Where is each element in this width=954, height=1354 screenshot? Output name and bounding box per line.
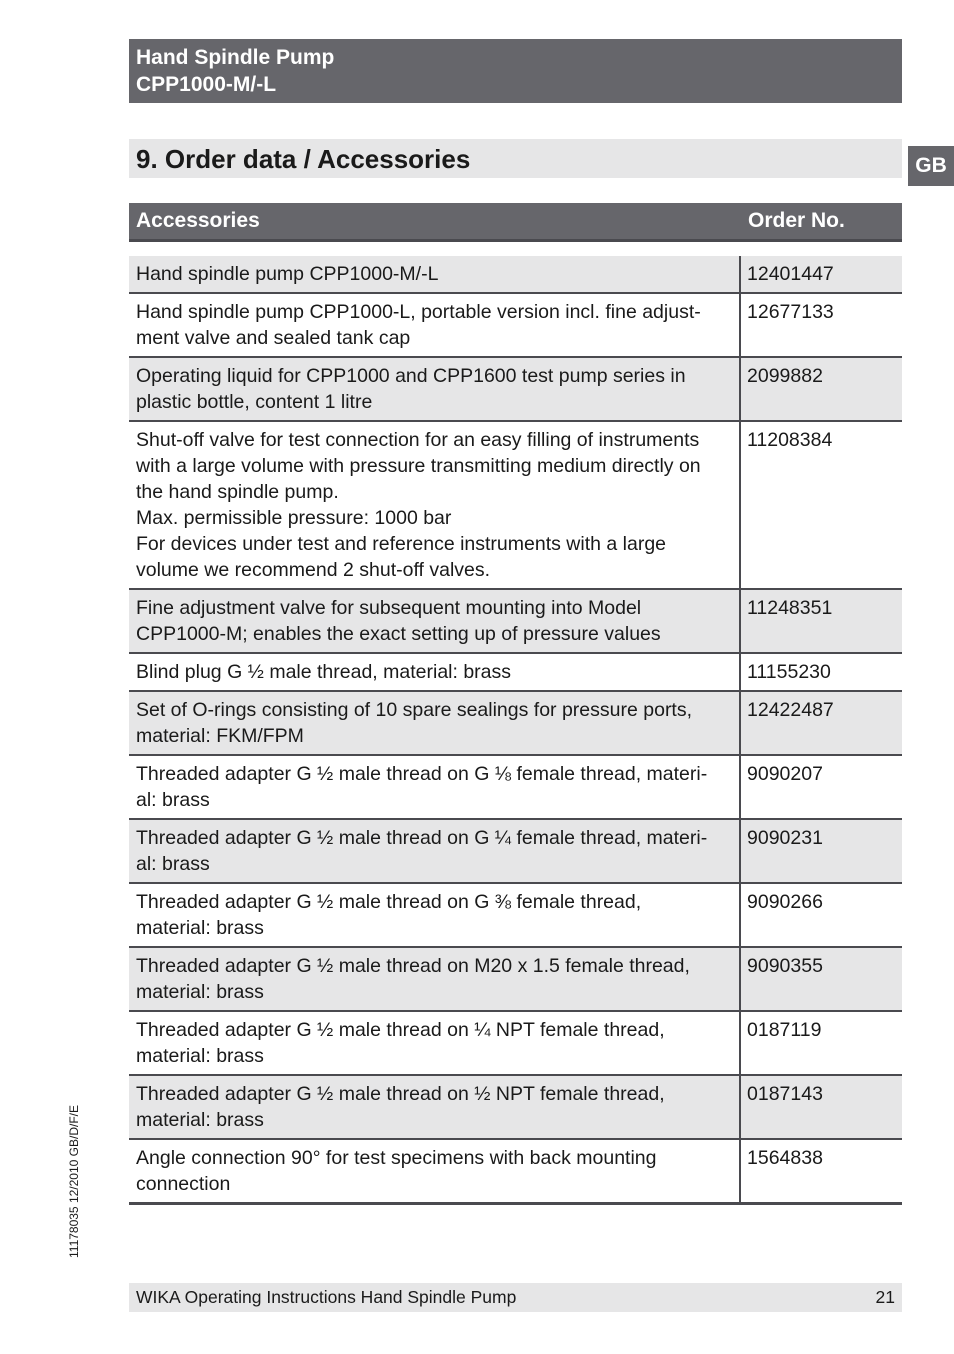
- order-number: 12401447: [747, 263, 834, 285]
- table-row: [129, 1076, 902, 1140]
- table-spacer: [129, 242, 902, 256]
- order-number: 9090266: [747, 891, 823, 913]
- description-line: Set of O-rings consisting of 10 spare sealings for pressure ports,: [136, 699, 693, 721]
- accessory-description: [129, 756, 741, 818]
- order-number: 2099882: [747, 365, 823, 387]
- description-line: Threaded adapter G ½ male thread on G ⅛ female thread, materi-: [136, 763, 708, 785]
- order-number: 1564838: [747, 1147, 823, 1169]
- description-line: For devices under test and reference instruments with a large: [136, 533, 667, 555]
- description-line: Blind plug G ½ male thread, material: brass: [136, 661, 512, 683]
- description-line: Operating liquid for CPP1000 and CPP1600 test pump series in: [136, 365, 686, 387]
- description-line: Angle connection 90° for test specimens with back mounting: [136, 1147, 657, 1169]
- table-row: [129, 1012, 902, 1076]
- accessories-table: [129, 203, 902, 1205]
- order-number: 9090207: [747, 763, 823, 785]
- description-line: Threaded adapter G ½ male thread on ¼ NPT female thread,: [136, 1019, 665, 1041]
- description-line: al: brass: [136, 789, 210, 811]
- description-line: with a large volume with pressure transmitting medium directly on: [136, 455, 701, 477]
- table-row: [129, 884, 902, 948]
- accessory-description: [129, 820, 741, 882]
- description-line: Threaded adapter G ½ male thread on ½ NPT female thread,: [136, 1083, 665, 1105]
- table-row: [129, 756, 902, 820]
- description-line: material: FKM/FPM: [136, 725, 304, 747]
- table-row: [129, 256, 902, 294]
- table-row: [129, 294, 902, 358]
- order-number: 12677133: [747, 301, 834, 323]
- description-line: Max. permissible pressure: 1000 bar: [136, 507, 452, 529]
- accessory-description: [129, 590, 741, 652]
- description-line: Hand spindle pump CPP1000-M/-L: [136, 263, 439, 285]
- table-row: [129, 1140, 902, 1205]
- table-row: [129, 820, 902, 884]
- accessory-description: [129, 256, 741, 292]
- order-number: 11155230: [747, 661, 831, 683]
- table-row: [129, 654, 902, 692]
- table-row: [129, 422, 902, 590]
- table-row: [129, 590, 902, 654]
- accessory-description: [129, 1012, 741, 1074]
- description-line: al: brass: [136, 853, 210, 875]
- description-line: material: brass: [136, 1109, 264, 1131]
- table-row: [129, 358, 902, 422]
- accessory-description: [129, 948, 741, 1010]
- accessory-description: [129, 294, 741, 356]
- page-number: 21: [875, 1287, 895, 1307]
- accessory-description: [129, 422, 741, 588]
- description-line: material: brass: [136, 981, 264, 1003]
- order-number: 9090231: [747, 827, 823, 849]
- table-row: [129, 692, 902, 756]
- description-line: material: brass: [136, 917, 264, 939]
- table-body: [129, 256, 902, 1205]
- document-code: 11178035 12/2010 GB/D/F/E: [67, 1105, 81, 1258]
- description-line: connection: [136, 1173, 231, 1195]
- description-line: Threaded adapter G ½ male thread on G ¼ female thread, materi-: [136, 827, 708, 849]
- footer-text: WIKA Operating Instructions Hand Spindle Pump: [136, 1287, 517, 1307]
- page-footer: [129, 1283, 902, 1312]
- accessory-description: [129, 884, 741, 946]
- description-line: Fine adjustment valve for subsequent mounting into Model: [136, 597, 642, 619]
- description-line: volume we recommend 2 shut-off valves.: [136, 559, 491, 581]
- order-number: 11208384: [747, 429, 833, 451]
- accessory-description: [129, 358, 741, 420]
- document-header: [129, 39, 902, 103]
- description-line: Hand spindle pump CPP1000-L, portable version incl. fine adjust-: [136, 301, 701, 323]
- order-number: 11248351: [747, 597, 833, 619]
- order-number: 0187119: [747, 1019, 822, 1041]
- column-header-accessories: Accessories: [136, 209, 260, 232]
- description-line: plastic bottle, content 1 litre: [136, 391, 373, 413]
- description-line: Threaded adapter G ½ male thread on G ⅜ female thread,: [136, 891, 642, 913]
- order-number: 12422487: [747, 699, 834, 721]
- description-line: Shut-off valve for test connection for an easy filling of instruments: [136, 429, 700, 451]
- description-line: CPP1000-M; enables the exact setting up of pressure values: [136, 623, 661, 645]
- description-line: ment valve and sealed tank cap: [136, 327, 411, 349]
- order-number: 9090355: [747, 955, 823, 977]
- header-model: CPP1000-M/-L: [136, 73, 277, 96]
- accessory-description: [129, 654, 741, 690]
- description-line: Threaded adapter G ½ male thread on M20 x 1.5 female thread,: [136, 955, 690, 977]
- header-product-name: Hand Spindle Pump: [136, 46, 335, 69]
- language-tab: GB: [908, 146, 954, 186]
- section-title: 9. Order data / Accessories: [129, 139, 902, 178]
- accessory-description: [129, 692, 741, 754]
- description-line: material: brass: [136, 1045, 264, 1067]
- table-header: [129, 203, 902, 242]
- accessory-description: [129, 1076, 741, 1138]
- table-row: [129, 948, 902, 1012]
- order-number: 0187143: [747, 1083, 823, 1105]
- accessory-description: [129, 1140, 741, 1202]
- description-line: the hand spindle pump.: [136, 481, 339, 503]
- column-header-order-no: Order No.: [748, 209, 845, 232]
